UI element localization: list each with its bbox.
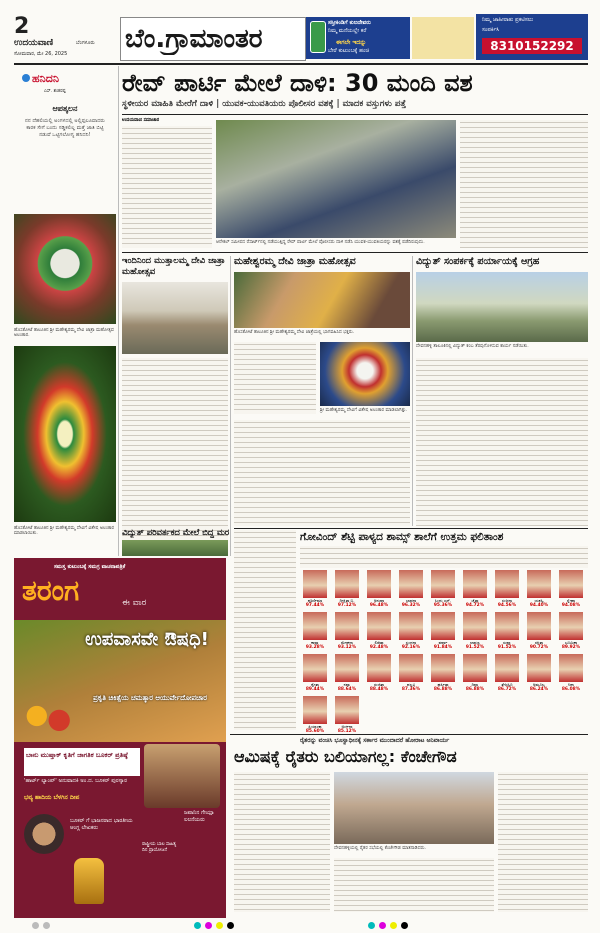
student-percent: 94.40%	[529, 603, 549, 608]
story3-body	[416, 358, 588, 526]
drinks-illustration	[20, 694, 76, 738]
student-photo	[431, 654, 455, 682]
story2-body-a	[234, 342, 316, 414]
student-name: ಅರ್ಚನಾ	[341, 724, 353, 729]
student-percent: 87.36%	[401, 687, 421, 692]
student-card	[524, 570, 554, 608]
ad-cover	[14, 620, 226, 742]
student-percent: 96.32%	[401, 603, 421, 608]
student-photo	[335, 612, 359, 640]
student-name: ಸಂಜನಾ	[501, 598, 513, 603]
ad-box3b: ರಾಷ್ಟ್ರೀಯ ಬಾಲ ಸಾಹಿತ್ಯ ದಿನ ಪ್ರಾಯೋಜನೆ	[142, 842, 177, 853]
student-percent: 91.52%	[497, 645, 517, 650]
page-number: 2	[14, 14, 30, 39]
ad2-phone[interactable]: 8310152292	[482, 38, 582, 54]
student-photo	[335, 654, 359, 682]
ad-box1: 'ಹಾರ್ಟ್ ಲ್ಯಾಂಪ್' ಅನುವಾದಕಿ ಅಂ.ದ. ಬೂಕರ್ ಪುರಸ್ಕಾರ	[24, 778, 127, 784]
temple-photo-2	[14, 346, 116, 522]
ad-author-photo	[24, 814, 64, 854]
student-percent: 91.52%	[465, 645, 485, 650]
student-name: ದೀಕ್ಷಿತಾ ಬಿ.	[339, 598, 355, 603]
student-percent: 86.08%	[561, 687, 581, 692]
student-card	[396, 654, 426, 692]
logo-text: ಹನಿದನಿ	[32, 72, 59, 85]
ad-issue: ಈ ವಾರ	[122, 598, 147, 608]
student-card	[524, 612, 554, 650]
student-name: ರಕ್ಷಿತಾ	[534, 640, 544, 645]
ad-brand: ತರಂಗ	[22, 574, 80, 607]
student-name: ಮೇಘನಾ	[341, 640, 353, 645]
ad1-line3: ಈಗಲೇ ಇದನ್ನು	[336, 39, 367, 46]
ad1-line2: ನಿಮ್ಮ ಮನೆಯಲ್ಲೇ ಕರೆ	[328, 28, 367, 34]
student-name: ಪಲ್ಲವಿ	[406, 682, 416, 687]
story6-body-c	[498, 772, 588, 912]
student-percent: 92.16%	[401, 645, 421, 650]
drop-icon	[22, 74, 30, 82]
student-name: ಸ್ನೇಹಾ	[566, 598, 576, 603]
story6-headline: ಆಮಿಷಕ್ಕೆ ರೈತರು ಬಲಿಯಾಗಲ್ಲ: ಕೆಂಚೇಗೌಡ	[234, 747, 457, 766]
student-name: ಪ್ರಿಯಾಂಕಾ	[308, 724, 322, 729]
student-photo	[463, 570, 487, 598]
lead-body-col2	[460, 120, 588, 248]
student-photo	[303, 696, 327, 724]
student-card	[300, 612, 330, 650]
ad-box3: ಬೂಕರ್ ಗೆ ಭಾಜನರಾದ ಭಾರತೀಯ ಆಂಗ್ಲ ಲೇಖಕರು	[70, 818, 133, 831]
student-name: ಭಾವನಾ	[405, 598, 417, 603]
student-name: ಲಾವಣ್ಯ	[470, 640, 480, 645]
paper-name: ಉದಯವಾಣಿ	[14, 38, 54, 48]
student-card	[364, 570, 394, 608]
student-photo	[495, 654, 519, 682]
ad2-line1: ನಿಮ್ಮ ಜಾಹೀರಾತು ಪ್ರಕಟಿಸಲು	[482, 17, 534, 23]
ad-box2: ಜಪಾನಿನ ಗೇಯ್ಷಾ ಲಲನೆಯರು	[184, 810, 215, 823]
student-percent: 85.60%	[305, 729, 325, 734]
student-card	[460, 654, 490, 692]
lead-subhead: ಸ್ಥಳೀಯರ ಮಾಹಿತಿ ಮೇರೆಗೆ ದಾಳಿ | ಯುವಕ-ಯುವತಿಯರು ಪೊಲೀಸರ ವಶಕ್ಕೆ | ಮಾದಕ ವಸ್ತುಗಳು ಪತ್ತೆ	[122, 99, 406, 109]
student-percent: 86.72%	[497, 687, 517, 692]
student-percent: 94.72%	[465, 603, 485, 608]
poem-text: ನನ ದೆಹಲಿಯಲ್ಲಿ ಅಂಗಳದಲ್ಲಿ ಅಲ್ಲಿಪ್ಪಲೂವಾದರು ಕಾರಕ ಸೇಗೆ ಬಂದು ಸಡ್ಡಿಕಲಿಲ್ಲ ಮತ್ತೆ ಜಾತಿ ಬಿಟ್ಟಿ ನಡುವೆ ಒಟ್ಟಿಗಲೋಗ್ಯ ಹನಿದನಿ!	[25, 118, 105, 138]
student-name: ಯಶಸ್ವಿ	[534, 598, 544, 603]
students-grid	[300, 570, 590, 734]
ad-box1b: ಭವ್ಯ ಹಾದಿಯ ಬೆಳಗಿನ ದೀಪ	[24, 794, 80, 801]
student-photo	[431, 612, 455, 640]
student-percent: 97.44%	[305, 603, 325, 608]
student-percent: 97.12%	[337, 603, 357, 608]
student-name: ನಿಶಾ	[568, 682, 574, 687]
student-photo	[335, 696, 359, 724]
student-name: ರಂಜಿತಾ	[373, 682, 385, 687]
student-name: ನವ್ಯಾ	[343, 682, 351, 687]
student-photo	[303, 570, 327, 598]
lead-photo	[216, 120, 456, 238]
ad-portrait	[144, 744, 220, 808]
student-card	[332, 612, 362, 650]
student-card	[524, 654, 554, 692]
lead-dateline: ಉದಯವಾಣಿ ಸಮಾಚಾರ	[122, 118, 160, 123]
student-photo	[399, 612, 423, 640]
ad-contact	[476, 14, 588, 60]
goddess-caption: ಶ್ರೀ ಮಹೇಶ್ವರಮ್ಮ ದೇವಿಗೆ ವಿಶೇಷ ಅಲಂಕಾರ ಮಾಡಲಾಗಿತ್ತು.	[320, 408, 408, 413]
student-percent: 88.64%	[337, 687, 357, 692]
byline: ಎಸ್. ಶಂಕರಪ್ಪ	[44, 89, 66, 94]
story5-body-b	[300, 546, 588, 568]
student-percent: 94.08%	[561, 603, 581, 608]
ad-kuladevaru	[306, 17, 410, 59]
student-photo	[431, 570, 455, 598]
story6-photo	[334, 772, 494, 844]
student-photo	[335, 570, 359, 598]
story6-kicker: ರೈತರನ್ನು ವಂಚಿಸಿ ಭೂಸ್ವಾಧೀನಕ್ಕೆ ಸರ್ಕಾರ ಮುಂದಾದರೆ ಹೋರಾಟ ಅನಿವಾರ್ಯ	[300, 737, 450, 744]
ad-strip: ಬಾನು ಮುಷ್ತಾಕ್ ಕೃತಿಗೆ ಜಾಗತಿಕ ಬೂಕರ್ ಪ್ರತಿಷ್ಠೆ	[24, 748, 140, 776]
story2-body-b	[234, 420, 410, 526]
poem-heading: ಆಪತ್ಕಲನ	[52, 104, 78, 113]
lead-body-col1	[122, 126, 212, 248]
student-name: ಸ್ಪಂದನಾ	[405, 640, 417, 645]
student-percent: 89.44%	[305, 687, 325, 692]
student-name: ಅನುಷಾ	[373, 598, 385, 603]
student-percent: 92.48%	[369, 645, 389, 650]
lead-headline: ರೇವ್ ಪಾರ್ಟಿ ಮೇಲೆ ದಾಳಿ: 30 ಮಂದಿ ವಶ	[122, 69, 473, 97]
student-photo	[367, 654, 391, 682]
story4-photo	[122, 540, 228, 556]
temple-photo-1	[14, 214, 116, 324]
student-card	[460, 612, 490, 650]
student-photo	[463, 612, 487, 640]
story6-body-b	[334, 858, 494, 912]
student-photo	[367, 570, 391, 598]
student-card	[428, 570, 458, 608]
story5-body-a	[234, 530, 296, 730]
student-card	[556, 612, 586, 650]
ad-tagline: ಸಮಸ್ತ ಕುಟುಂಬಕ್ಕೆ ಸಮಗ್ರ ವಾಚನಾಪತ್ರಿಕೆ	[54, 564, 126, 570]
story4-headline: ವಿದ್ಯುತ್ ಪರಿವರ್ತಕದ ಮೇಲೆ ಬಿದ್ದ ಮರ	[122, 527, 230, 537]
student-percent: 86.24%	[529, 687, 549, 692]
student-percent: 86.88%	[433, 687, 453, 692]
student-card	[556, 570, 586, 608]
student-card	[332, 570, 362, 608]
student-photo	[303, 612, 327, 640]
student-name: ದಿವ್ಯಾ	[471, 682, 479, 687]
student-photo	[367, 612, 391, 640]
student-card	[364, 654, 394, 692]
section-title: ಬೆಂ.ಗ್ರಾಮಾಂತರ	[125, 24, 263, 54]
story2-caption: ಹೊಸಕೋಟೆ ತಾಲೂಕಿನ ಶ್ರೀ ಮಹೇಶ್ವರಮ್ಮ ದೇವಿ ಜಾತ್ರೆಯಲ್ಲಿ ಭಾಗವಹಿಸಿದ ಭಕ್ತರು.	[234, 330, 355, 335]
student-card	[300, 696, 330, 734]
student-percent: 95.36%	[433, 603, 453, 608]
student-percent: 93.12%	[337, 645, 357, 650]
masthead	[0, 0, 600, 62]
student-name: ಅಮೂಲ್ಯ	[532, 682, 546, 687]
ad-small	[412, 17, 474, 59]
student-name: ಸಿಂಧು ಎಸ್.	[434, 598, 452, 603]
goddess-photo	[320, 342, 410, 406]
student-photo	[559, 654, 583, 682]
ad-cover-sub: ಪ್ರಕೃತಿ ಚಿಕಿತ್ಸೆಯ ಚಮತ್ಕಾರ ಆಯುರ್ವೇದೋಪಚಾರ	[93, 694, 207, 702]
student-percent: 96.48%	[369, 603, 389, 608]
student-card	[332, 696, 362, 734]
story5-headline: ಗೋವಿಂದ್ ಶೆಟ್ಟಿ ಪಾಳ್ಯದ ಶಾಮ್ಸ್ ಶಾಲೆಗೆ ಉತ್ತಮ ಫಲಿತಾಂಶ	[300, 531, 504, 543]
student-name: ತೇಜಸ್ವಿನಿ	[501, 682, 513, 687]
hanidani-logo	[22, 72, 59, 86]
student-photo	[495, 570, 519, 598]
student-card	[300, 654, 330, 692]
student-name: ಶ್ವೇತಾ	[311, 682, 319, 687]
lead-photo-caption: ಆನೇಕಲ್ ಸಮೀಪದ ರೆಸಾರ್ಟ್‌ನಲ್ಲಿ ನಡೆಯುತ್ತಿದ್ದ ರೇವ್ ಪಾರ್ಟಿ ಮೇಲೆ ಪೊಲೀಸರು ದಾಳಿ ನಡೆಸಿ ಯುವಕ-ಯುವತಿಯರನ್ನು ವಶಕ್ಕೆ ಪಡೆದಿರುವುದು.	[216, 240, 425, 245]
student-photo	[399, 654, 423, 682]
column-left	[14, 66, 116, 556]
student-name: ಸುಷ್ಮಾ	[502, 640, 512, 645]
student-name: ಕಾವ್ಯಾ	[311, 640, 319, 645]
ad2-line2: ಸಂಪರ್ಕಿಸಿ	[482, 27, 500, 33]
student-percent: 89.92%	[561, 645, 581, 650]
story3-photo	[416, 272, 588, 342]
student-photo	[527, 612, 551, 640]
section-banner	[120, 17, 306, 61]
story3-caption: ದೇವನಹಳ್ಳಿ ತಾಲೂಕಿನಲ್ಲಿ ವಿದ್ಯುತ್ ಕಂಬ ತೆರವುಗೊಳಿಸುವ ಕಾರ್ಯ ನಡೆಯಿತು.	[416, 344, 529, 349]
ad1-line4: ಬೇರೆ ಕುಟುಂಬಕ್ಕೆ ಹಂಚಿ	[328, 48, 370, 54]
phone-icon	[310, 21, 326, 53]
student-percent: 93.28%	[305, 645, 325, 650]
student-name: ವರ್ಷಾ	[438, 640, 448, 645]
student-name: ಭೂಮಿಕಾ	[564, 640, 578, 645]
student-card	[492, 612, 522, 650]
student-photo	[559, 612, 583, 640]
story1-headline: ಇಂದಿನಿಂದ ಮುತ್ತಾಲಮ್ಮ ದೇವಿ ಜಾತ್ರಾ ಮಹೋತ್ಸವ	[122, 256, 225, 277]
student-card	[332, 654, 362, 692]
student-name: ಹರ್ಷಿತಾ	[437, 682, 449, 687]
student-card	[492, 654, 522, 692]
student-photo	[559, 570, 583, 598]
student-card	[364, 612, 394, 650]
student-percent: 88.48%	[369, 687, 389, 692]
student-photo	[495, 612, 519, 640]
student-card	[460, 570, 490, 608]
student-percent: 91.84%	[433, 645, 453, 650]
trophy-icon	[74, 858, 104, 904]
taranga-ad	[14, 558, 226, 918]
student-card	[428, 654, 458, 692]
story2-photo	[234, 272, 410, 328]
student-name: ಚೈತ್ರಾ	[471, 598, 479, 603]
story1-photo	[122, 282, 228, 354]
student-photo	[399, 570, 423, 598]
issue-date: ಸೋಮವಾರ, ಮೇ 26, 2025	[14, 51, 68, 57]
caption-2: ಹೊಸಕೋಟೆ ತಾಲೂಕಿನ ಶ್ರೀ ಮಹೇಶ್ವರಮ್ಮ ದೇವಿಗೆ ವಿಶೇಷ ಅಲಂಕಾರ ಮಾಡಲಾಯಿತು.	[14, 526, 115, 537]
student-photo	[463, 654, 487, 682]
story6-caption: ದೇವನಹಳ್ಳಿಯಲ್ಲಿ ರೈತರ ಸಭೆಯಲ್ಲಿ ಕೆಂಚೇಗೌಡ ಮಾತನಾಡಿದರು.	[334, 846, 427, 851]
print-registration-marks	[30, 914, 590, 924]
student-card	[556, 654, 586, 692]
student-percent: 90.72%	[529, 645, 549, 650]
student-photo	[303, 654, 327, 682]
student-card	[492, 570, 522, 608]
student-percent: 86.88%	[465, 687, 485, 692]
ad1-line1: ಸಸ್ತೀಕಿಂಡಿಗೆ ಕುಲದೇವರು	[328, 20, 371, 26]
student-card	[396, 570, 426, 608]
ad-cover-title: ಉಪವಾಸವೇ ಔಷಧಿ!	[85, 629, 209, 650]
edition: ಬೆಂಗಳೂರು	[76, 40, 95, 46]
student-percent: 94.56%	[497, 603, 517, 608]
story6-body-a	[234, 772, 330, 912]
student-card	[428, 612, 458, 650]
student-card	[300, 570, 330, 608]
story3-headline: ವಿದ್ಯುತ್ ಸಂಪರ್ಕಕ್ಕೆ ಪರ್ಯಾಯಕ್ಕೆ ಆಗ್ರಹ	[416, 256, 540, 267]
story2-headline: ಮಹೇಶ್ವರಮ್ಮ ದೇವಿ ಜಾತ್ರಾ ಮಹೋತ್ಸವ	[234, 256, 356, 267]
student-name: ಲಿಖಿತಾ	[374, 640, 384, 645]
caption-1: ಹೊಸಕೋಟೆ ತಾಲೂಕಿನ ಶ್ರೀ ಮಹೇಶ್ವರಮ್ಮ ದೇವಿ ಜಾತ್ರಾ ಮಹೋತ್ಸವ ಅಲಂಕಾರ.	[14, 328, 114, 339]
student-card	[396, 612, 426, 650]
student-photo	[527, 570, 551, 598]
student-percent: 85.12%	[337, 729, 357, 734]
student-photo	[527, 654, 551, 682]
student-name: ಪೂರ್ಣಿಮಾ	[307, 598, 323, 603]
